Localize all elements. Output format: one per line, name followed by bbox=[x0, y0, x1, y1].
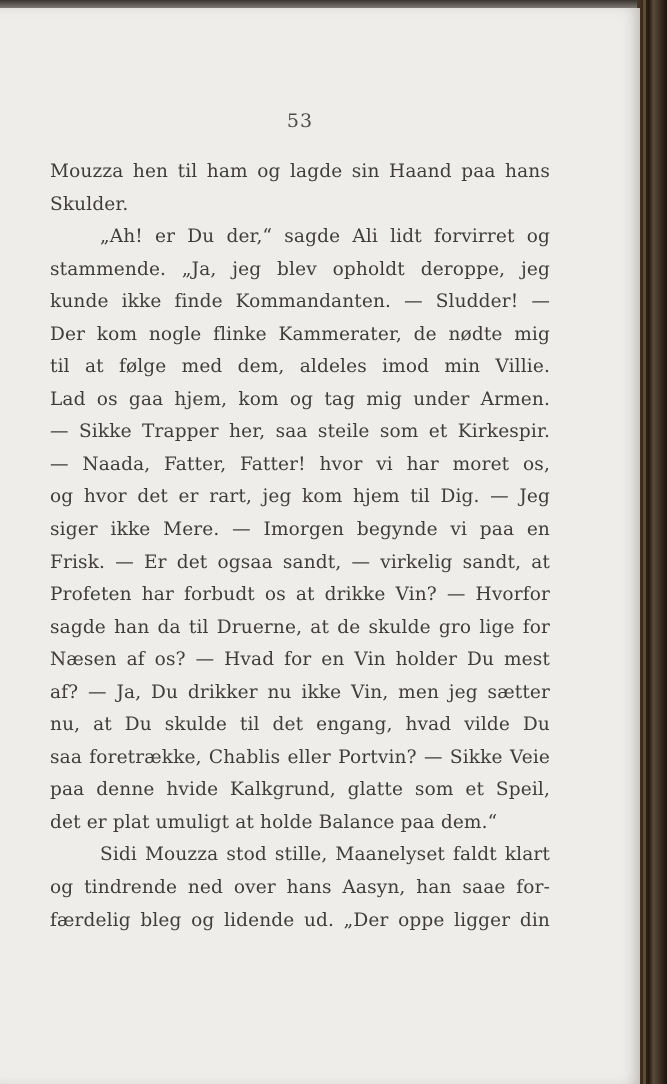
text-line: Frisk. — Er det ogsaa sandt, — virkelig sandt, at bbox=[50, 551, 550, 573]
text-line: — Naada, Fatter, Fatter! hvor vi har moret os, bbox=[50, 453, 550, 475]
book-spine-edge bbox=[637, 0, 667, 1084]
text-line: siger ikke Mere. — Imorgen begynde vi paa en bbox=[50, 519, 550, 541]
page-body-text bbox=[50, 156, 550, 937]
page-edge-sheen bbox=[643, 0, 646, 1084]
text-line: Der kom nogle flinke Kammerater, de nødte mig bbox=[50, 323, 550, 345]
text-line: til at følge med dem, aldeles imod min Villie. bbox=[50, 356, 550, 378]
text-line: Sidi Mouzza stod stille, Maanelyset faldt klart bbox=[100, 844, 550, 866]
text-line: sagde han da til Druerne, at de skulde gro lige for bbox=[50, 616, 550, 638]
text-line: og hvor det er rart, jeg kom hjem til Dig. — Jeg bbox=[50, 486, 550, 508]
text-line: Skulder. bbox=[50, 193, 129, 215]
text-line: Profeten har forbudt os at drikke Vin? — Hvorfor bbox=[50, 584, 550, 606]
text-line: saa foretrække, Chablis eller Portvin? — Sikke Veie bbox=[50, 746, 550, 768]
text-line: Lad os gaa hjem, kom og tag mig under Armen. bbox=[50, 388, 550, 410]
text-line: færdelig bleg og lidende ud. „Der oppe ligger din bbox=[50, 909, 550, 931]
book-page bbox=[0, 8, 640, 1084]
text-line: af? — Ja, Du drikker nu ikke Vin, men jeg sætter bbox=[50, 681, 550, 703]
text-line: og tindrende ned over hans Aasyn, han saae for- bbox=[50, 877, 550, 899]
text-line: — Sikke Trapper her, saa steile som et Kirkespir. bbox=[50, 421, 550, 443]
text-line: Mouzza hen til ham og lagde sin Haand paa hans bbox=[50, 161, 550, 182]
text-line: stammende. „Ja, jeg blev opholdt deroppe, jeg bbox=[50, 258, 550, 280]
text-line: det er plat umuligt at holde Balance paa dem.“ bbox=[50, 811, 498, 833]
text-line: kunde ikke finde Kommandanten. — Sludder! — bbox=[50, 291, 550, 313]
page-number: 53 bbox=[286, 110, 314, 132]
text-line: Næsen af os? — Hvad for en Vin holder Du mest bbox=[50, 649, 550, 671]
text-line: paa denne hvide Kalkgrund, glatte som et Speil, bbox=[50, 779, 550, 801]
text-line: „Ah! er Du der,“ sagde Ali lidt forvirret og bbox=[100, 226, 550, 248]
text-line: nu, at Du skulde til det engang, hvad vilde Du bbox=[50, 714, 550, 736]
